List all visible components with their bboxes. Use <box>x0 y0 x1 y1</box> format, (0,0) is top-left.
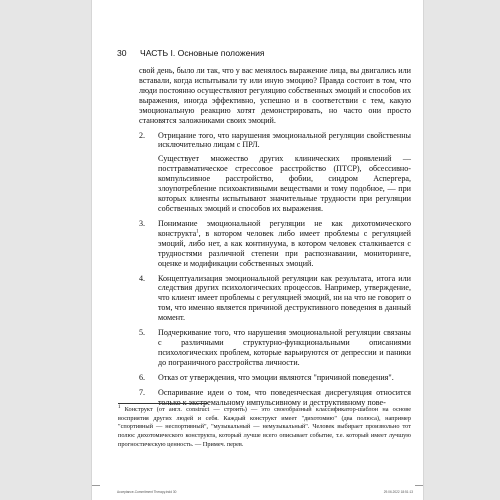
item-paragraph: Существует множество других клинических проявлений — посттравматическое стрессовое расстройство (ПТСР), обсессивно-компульсивное расстройство, фобии, синдром Аспергера, злоупотребление психоактивными веществами и тому подобное, — при которых клиенты испытывают значительные трудности при регуляции собственных эмоций и способов их выражения. <box>158 154 411 213</box>
item-paragraph <box>158 219 411 269</box>
item-paragraph: Подчеркивание того, что нарушения эмоциональной регуляции связаны с различными структурно-функциональными описаниями психологических проблем, которые варьируются от депрессии и паники до пограничного расстройства личности. <box>158 328 411 367</box>
item-text: , в котором человек либо имеет проблемы с регуляцией эмоций, либо нет, а как континуума, в котором человек сталкивается с трудностями различной степени при распознавании, мониторинге, оценке и модификации собственных эмоций. <box>158 228 411 268</box>
list-item <box>139 328 411 368</box>
footnote <box>118 406 411 450</box>
section-title: ЧАСТЬ I. Основные положения <box>140 48 265 58</box>
list-item <box>139 373 411 383</box>
item-number: 3. <box>139 218 146 228</box>
item-paragraph: Концептуализация эмоциональной регуляции как результата, итога или следствия других психологических процессов. Например, утверждение, что клиент имеет проблемы с регуляцией эмоций, ни на что не говорит о том, что именно является причиной деструктивного поведения в данный момент. <box>158 273 411 323</box>
item-number: 7. <box>139 387 146 397</box>
intro-paragraph: свой день, было ли так, что у вас менялось выражение лица, вы двигались или вставали, когда испытывали ту или иную эмоцию? Правда состоит в том, что люди постоянно осуществляют регуляцию собственных эмоций и способов их выражения, иногда эффективно, успешно и в соответствии с тем, какую эмоциональную реакцию хотят демонстрировать, но часто они просто становятся заложниками своих эмоций. <box>139 66 411 125</box>
item-number: 6. <box>139 372 146 382</box>
footnote-reference: 1 <box>196 229 199 235</box>
slug-filename: Acceptance-Commitment Therapy.indd 30 <box>117 490 177 494</box>
item-text: Понимание эмоциональной регуляции не как дихотомического конструкта <box>158 218 411 238</box>
item-paragraph: Отрицание того, что нарушения эмоциональной регуляции свойственны исключительно лицам с ПРЛ. <box>158 130 411 150</box>
body-text <box>139 66 411 408</box>
list-item <box>139 219 411 269</box>
item-number: 2. <box>139 130 146 140</box>
item-paragraph: Отказ от утверждения, что эмоции являются "причиной поведения". <box>158 372 394 382</box>
print-slug <box>117 490 413 496</box>
slug-timestamp: 29.06.2022 18:51:13 <box>383 490 413 494</box>
running-head <box>117 48 265 58</box>
page-number: 30 <box>117 48 127 58</box>
footnote-rule <box>118 403 208 404</box>
item-number: 4. <box>139 273 146 283</box>
footnote-marker: 1 <box>118 404 121 410</box>
list-item <box>139 388 411 408</box>
footnote-text: Конструкт (от англ. construct — строить) — это своеобразный классификатор-шаблон на основе восприятия других людей и себя. Каждый конструкт имеет "дихотомию" (два полюса), например "спортивный — неспортивный", "музыкальный — немузыкальный". Человек выбирает произвольно тот полюс дихотомического конструкта, который лучше всего описывает событие, т.е. который имеет лучшую прогностическую ценность. — Примеч. перев. <box>118 406 411 448</box>
item-number: 5. <box>139 328 146 338</box>
item-paragraph: Оспаривание идеи о том, что поведенческая дисрегуляция относится только к экстремальному импульсивному и деструктивному пове- <box>158 387 411 407</box>
crop-mark <box>415 485 423 486</box>
crop-mark <box>92 485 100 486</box>
list-item <box>139 131 411 214</box>
list-item <box>139 274 411 324</box>
